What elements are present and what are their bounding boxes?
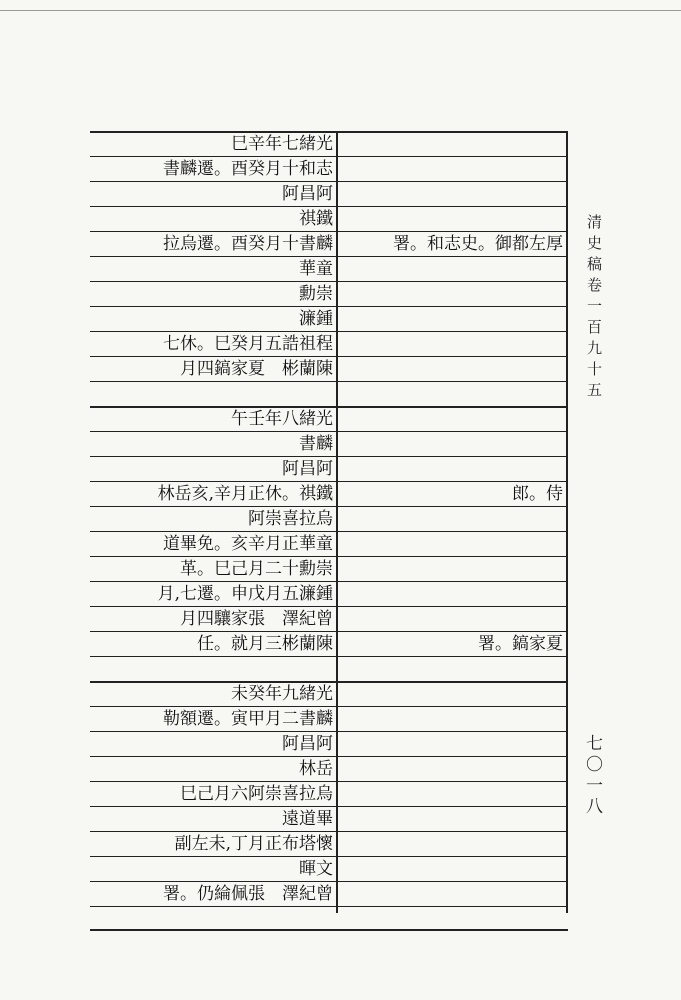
row-right-cell [340, 257, 563, 282]
row-left-cell: 月,七遷。申戊月五濂鍾 [157, 584, 333, 604]
row-right-cell [340, 807, 563, 832]
row-right-cell [340, 582, 563, 607]
row-right-cell [340, 532, 563, 557]
row-left-cell: 林岳亥,辛月正休。祺鐵 [157, 484, 333, 504]
row-right-cell [340, 132, 563, 157]
row-left-cell: 林岳 [299, 759, 333, 779]
row-left-cell: 阿崇喜拉烏 [248, 509, 333, 529]
row-left-cell: 道畢免。亥辛月正華童 [163, 534, 333, 554]
row-right-cell [340, 282, 563, 307]
row-left-cell: 七休。巳癸月五誥祖程 [163, 334, 333, 354]
row-left-cell: 阿昌阿 [282, 459, 333, 479]
row-right-cell [340, 307, 563, 332]
row-right-cell: 郎。侍 [512, 484, 563, 504]
row-right-cell [340, 182, 563, 207]
row-left-cell: 暉文 [299, 859, 333, 879]
row-right-cell [340, 857, 563, 882]
row-right-cell [340, 732, 563, 757]
row-right-cell [340, 832, 563, 857]
row-left-cell: 阿昌阿 [282, 734, 333, 754]
row-right-cell [340, 757, 563, 782]
row-left-cell: 巳辛年七緒光 [231, 134, 333, 154]
row-left-cell [90, 382, 333, 407]
row-left-cell [90, 657, 333, 682]
row-right-cell [340, 707, 563, 732]
row-left-cell: 華童 [299, 259, 333, 279]
row-right-cell [340, 407, 563, 432]
row-left-cell: 書麟遷。酉癸月十和志 [163, 159, 333, 179]
row-left-cell: 遠道畢 [282, 809, 333, 829]
row-left-cell: 書麟 [299, 434, 333, 454]
bottom-rule [90, 929, 568, 931]
row-left-cell: 午壬年八緒光 [231, 409, 333, 429]
page-number: 七〇一八 [582, 734, 602, 818]
row-left-cell: 革。巳己月二十勳崇 [180, 559, 333, 579]
row-right-cell [340, 782, 563, 807]
row-left-cell: 副左未,丁月正布塔懷 [174, 834, 333, 854]
row-right-cell [340, 332, 563, 357]
row-right-cell [340, 207, 563, 232]
row-right-cell: 署。鎬家夏 [478, 634, 563, 654]
row-right-cell [340, 607, 563, 632]
column-divider-rule [336, 131, 338, 913]
row-right-cell [340, 682, 563, 707]
row-left-cell: 巳己月六阿崇喜拉烏 [180, 784, 333, 804]
row-right-cell [340, 507, 563, 532]
row-right-cell [340, 882, 563, 907]
book-title: 清史稿卷一百九十五 [585, 214, 603, 403]
row-left-cell: 勳崇 [299, 284, 333, 304]
row-left-cell: 署。仍綸佩張 澤紀曾 [163, 884, 333, 904]
row-left-cell: 月四鎬家夏 彬蘭陳 [180, 359, 333, 379]
row-right-cell [340, 357, 563, 382]
row-right-cell [340, 557, 563, 582]
table-frame [90, 131, 568, 913]
right-border-rule [566, 131, 568, 913]
row-left-cell: 任。就月三彬蘭陳 [197, 634, 333, 654]
row-left-cell: 祺鐵 [299, 209, 333, 229]
top-edge-rule [0, 10, 681, 11]
row-right-cell [340, 432, 563, 457]
row-left-cell: 勒額遷。寅甲月二書麟 [163, 709, 333, 729]
row-left-cell: 月四驤家張 澤紀曾 [180, 609, 333, 629]
row-left-cell: 未癸年九緒光 [231, 684, 333, 704]
row-left-cell: 濂鍾 [299, 309, 333, 329]
row-left-cell: 拉烏遷。酉癸月十書麟 [163, 234, 333, 254]
row-right-cell [340, 382, 563, 407]
row-right-cell [340, 157, 563, 182]
row-right-cell [340, 657, 563, 682]
row-right-cell: 署。和志史。御都左厚 [393, 234, 563, 254]
row-right-cell [340, 457, 563, 482]
row-left-cell: 阿昌阿 [282, 184, 333, 204]
